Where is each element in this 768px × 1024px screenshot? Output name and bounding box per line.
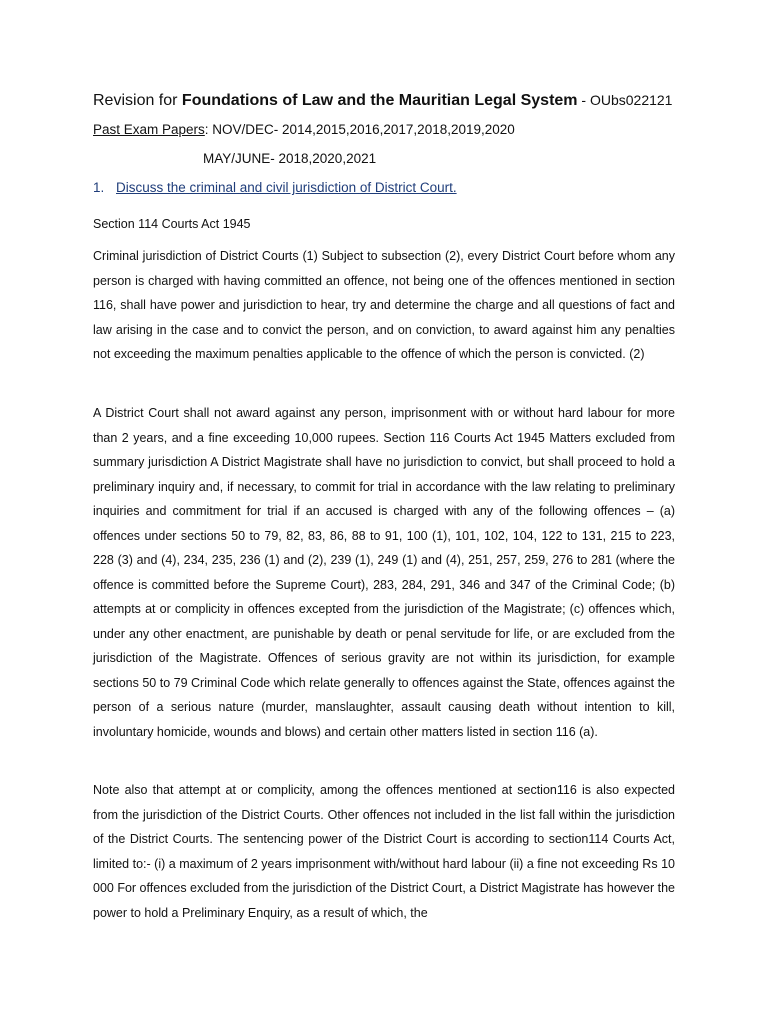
question-number: 1. [93,180,105,195]
course-code: - OUbs022121 [577,92,673,108]
title-prefix: Revision for [93,92,182,109]
paragraph-excluded-matters: A District Court shall not award against any person, imprisonment with or without hard labour for more than 2 years, and a fine exceeding 10,000 rupees. Section 116 Courts Act 1945 Matters excluded from summary jurisdiction A District Magistrate shall have no jurisdiction to convict, but shall proceed to hold a preliminary inquiry and, if necessary, to commit for trial in accordance with the law relating to preliminary inquiries and commitment for trial if an accused is charged with any of the following offences – (a) offences under sections 50 to 79, 82, 83, 86, 88 to 91, 100 (1), 101, 102, 104, 122 to 131, 215 to 223, 228 (3) and (4), 234, 235, 236 (1) and (2), 239 (1), 249 (1) and (4), 251, 257, 259, 276 to 281 (where the offence is committed before the Supreme Court), 283, 284, 291, 346 and 347 of the Criminal Code; (b) attempts at or complicity in offences excepted from the jurisdiction of the Magistrate; (c) offences which, under any other enactment, are punishable by death or penal servitude for life, or are excluded from the jurisdiction of the Magistrate. Offences of serious gravity are not within its jurisdiction, for example sections 50 to 79 Criminal Code which relate generally to offences against the State, offences against the person of a serious nature (murder, manslaughter, assault causing death without intention to kill, involuntary homicide, wounds and blows) and certain other matters listed in section 116 (a). [93,406,675,739]
nov-dec-years: : NOV/DEC- 2014,2015,2016,2017,2018,2019,2020 [204,122,515,137]
past-papers-line [93,121,713,139]
paragraph-note: Note also that attempt at or complicity, among the offences mentioned at section116 is also expected from the jurisdiction of the District Courts. Other offences not included in the list fall within the jurisdiction of the District Courts. The sentencing power of the District Court is according to section114 Courts Act, limited to:- (i) a maximum of 2 years imprisonment with/without hard labour (ii) a fine not exceeding Rs 10 000 For offences excluded from the jurisdiction of the District Court, a District Magistrate has however the power to hold a Preliminary Enquiry, as a result of which, the [93,783,675,920]
paragraph-criminal-jurisdiction: Criminal jurisdiction of District Courts (1) Subject to subsection (2), every District Court before whom any person is charged with having committed an offence, not being one of the offences mentioned in section 116, shall have power and jurisdiction to hear, try and determine the charge and all questions of fact and law arising in the case and to convict the person, and on conviction, to award against him any penalties not exceeding the maximum penalties applicable to the offence of which the person is convicted. (2) [93,249,675,361]
question-item [93,179,713,197]
past-papers-label: Past Exam Papers [93,122,205,137]
question-text: Discuss the criminal and civil jurisdiction of District Court. [116,180,457,195]
may-june-years: MAY/JUNE- 2018,2020,2021 [203,151,377,166]
course-name: Foundations of Law and the Mauritian Legal System [181,92,578,109]
document-title [93,89,713,112]
section-heading: Section 114 Courts Act 1945 [93,217,251,231]
